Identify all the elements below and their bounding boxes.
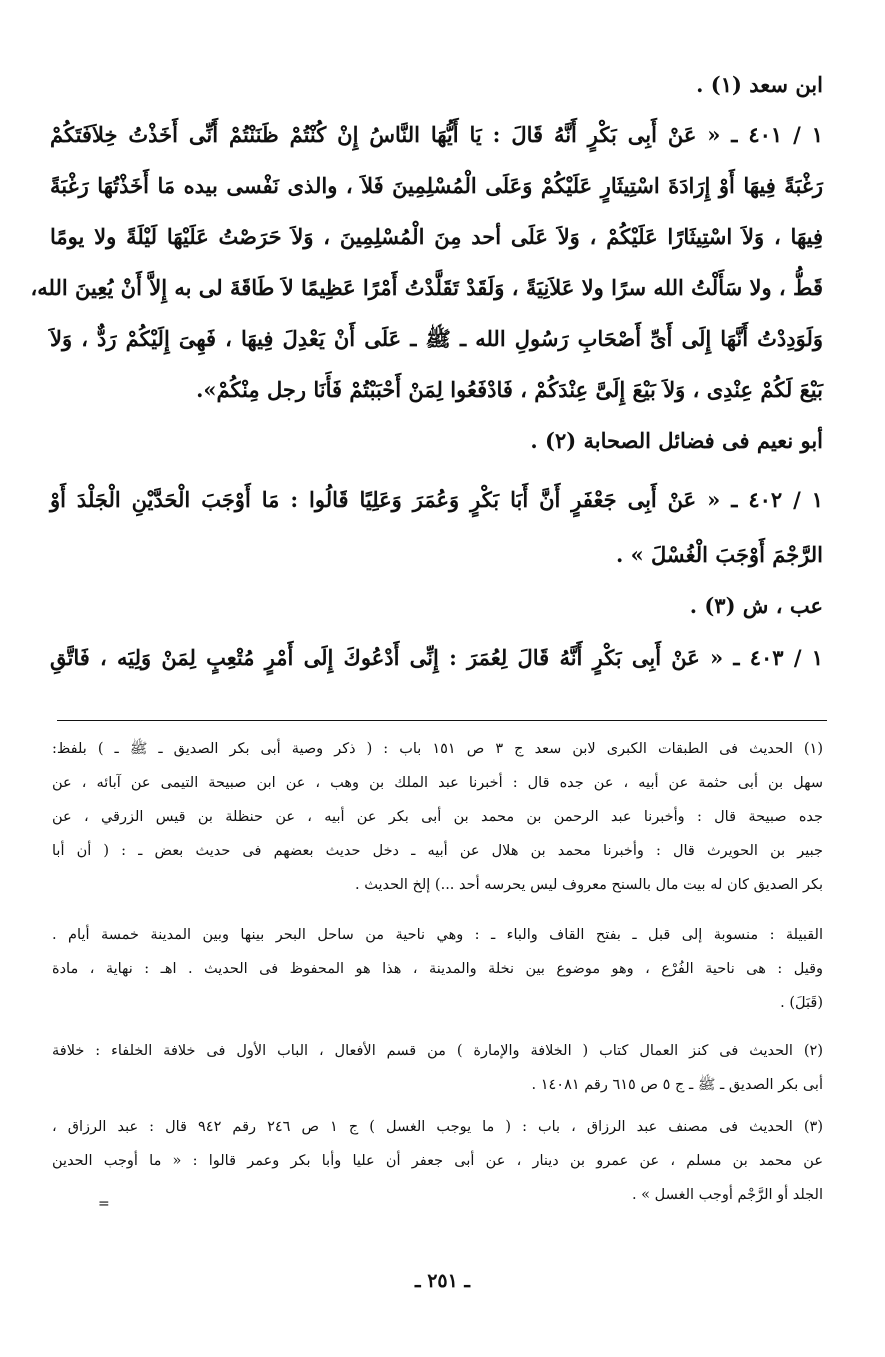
footnote-1-line-7: وقيل : هى ناحية الفُرْع ، وهو موضوع بين نخلة والمدينة ، هذا هو المحفوظ فى الحديث . اهـ : نهاية ، مادة: [52, 961, 823, 977]
source-citation-3: عب ، ش (٣) .: [689, 593, 823, 618]
footnote-2-line-1: (٢) الحديث فى كنز العمال كتاب ( الخلافة والإمارة ) من قسم الأفعال ، الباب الأول فى خلافة الخلفاء : خلافة: [52, 1043, 823, 1059]
footnote-separator: [57, 720, 827, 721]
footnote-1-line-3: جده صبيحة قال : وأخبرنا عبد الرحمن بن محمد بن أبى بكر عن أبيه ، عن حنظلة بن قيس الزرقي ، عن: [52, 809, 823, 825]
hadith-401-line-1: ١ / ٤٠١ ـ « عَنْ أَبِى بَكْرٍ أَنَّهُ قَالَ : يَا أَيُّهَا النَّاسُ إِنْ كُنْتُمْ ظَنَنْتُمْ أَنِّى أَخَذْتُ خِلاَفَتَكُمْ: [50, 122, 823, 147]
source-citation-1: ابن سعد (١) .: [696, 72, 823, 97]
hadith-401-line-3: فِيهَا ، وَلاَ اسْتِيثَارًا عَلَيْكُمْ ، وَلاَ عَلَى أحد مِنَ الْمُسْلِمِينَ ، وَلاَ حَرَصْتُ عَلَيْهَا لَيْلَةً ولا يومًا: [50, 224, 823, 249]
footnote-3-line-1: (٣) الحديث فى مصنف عبد الرزاق ، باب : ( ما يوجب الغسل ) ج ١ ص ٢٤٦ رقم ٩٤٢ قال : عبد الرزاق ،: [52, 1119, 823, 1135]
hadith-403-line-1: ١ / ٤٠٣ ـ « عَنْ أَبِى بَكْرٍ أَنَّهُ قَالَ لِعُمَرَ : إِنِّى أَدْعُوكَ إِلَى أَمْرٍ مُتْعِبٍ لِمَنْ وَلِيَه ، فَاتَّقِ: [50, 645, 823, 670]
footnote-1-line-4: جبير بن الحويرث قال : وأخبرنا محمد بن هلال عن أبيه ـ دخل حديث بعضهم فى حديث بعض ـ : ( أن أبا: [52, 843, 823, 859]
hadith-401-line-4: قَطُّ ، ولا سَأَلْتُ الله سرًا ولا عَلاَنِيَةً ، وَلَقَدْ تَقَلَّدْتُ أَمْرًا عَظِيمًا لاَ طَاقَةَ لى به إِلاَّ أَنْ يُعِينَ الله،: [30, 275, 823, 300]
footnote-1-line-5: بكر الصديق كان له بيت مال بالسنح معروف ليس يحرسه أحد ...) إلخ الحديث .: [355, 877, 823, 893]
hadith-401-line-5: وَلَوَدِدْتُ أَنَّهَا إِلَى أَىِّ أَصْحَابِ رَسُولِ الله ـ ﷺ ـ عَلَى أَنْ يَعْدِلَ فِيهَا ، فَهِىَ إِلَيْكُمْ رَدٌّ ، وَلاَ: [50, 326, 823, 351]
hadith-402-line-1: ١ / ٤٠٢ ـ « عَنْ أَبِى جَعْفَرٍ أَنَّ أَبَا بَكْرٍ وَعُمَرَ وَعَلِيًا قَالُوا : مَا أَوْجَبَ الْحَدَّيْنِ الْجَلْدَ أَوْ: [50, 487, 823, 512]
footnote-3-line-3: الجلد أو الرَّجْم أوجب الغسل » .: [631, 1187, 823, 1203]
hadith-401-line-2: رَغْبَةً فِيهَا أَوْ إِرَادَةَ اسْتِيثَارٍ عَلَيْكُمْ وَعَلَى الْمُسْلِمِينَ فَلاَ ، والذى نَفْسى بيده مَا أَخَذْتُهَا رَغْبَةً: [50, 173, 823, 198]
footnote-1-line-6: القبيلة : منسوبة إلى قبل ـ بفتح القاف والباء ـ : وهي ناحية من ساحل البحر بينها وبين المدينة خمسة أيام .: [52, 927, 823, 943]
footnote-2-line-2: أبى بكر الصديق ـ ﷺ ـ ج ٥ ص ٦١٥ رقم ١٤٠٨١ .: [531, 1077, 823, 1093]
hadith-402-line-2: الرَّجْمَ أَوْجَبَ الْغُسْلَ » .: [615, 542, 823, 567]
continuation-mark: =: [98, 1196, 110, 1212]
page-number: ـ ٢٥١ ـ: [415, 1270, 470, 1292]
source-citation-2: أبو نعيم فى فضائل الصحابة (٢) .: [530, 428, 823, 453]
footnote-3-line-2: عن محمد بن مسلم ، عن عمرو بن دينار ، عن أبى جعفر أن عليا وأبا بكر وعمر قالوا : « ما أوجب الحدين: [52, 1153, 823, 1169]
footnote-1-line-1: (١) الحديث فى الطبقات الكبرى لابن سعد ج ٣ ص ١٥١ باب : ( ذكر وصية أبى بكر الصديق ـ ﷺ ـ ) بلفظ:: [52, 741, 824, 757]
footnote-1-line-2: سهل بن أبى حثمة عن أبيه ، عن جده قال : أخبرنا عبد الملك بن وهب ، عن ابن صبيحة التيمى عن آبائه ، عن: [52, 775, 823, 791]
hadith-401-line-6: بَيْعَ لَكُمْ عِنْدِى ، وَلاَ بَيْعَ إِلَىَّ عِنْدَكُمْ ، فَادْفَعُوا لِمَنْ أَحْبَبْتُمْ فَأَنَا رجل مِنْكُمْ».: [196, 377, 823, 402]
footnote-1-line-8: (قَبَلَ) .: [780, 995, 823, 1011]
